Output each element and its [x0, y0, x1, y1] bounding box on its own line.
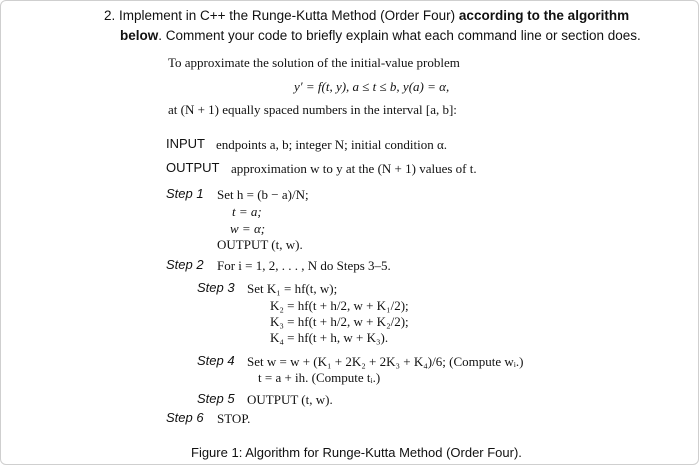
question-line-2	[120, 27, 641, 45]
algorithm-interval: at (N + 1) equally spaced numbers in the interval [a, b]:	[168, 102, 457, 117]
step-5-line: OUTPUT (t, w).	[247, 392, 333, 407]
step-2-label: Step 2	[166, 257, 204, 272]
step-3-line: K₄ = hf(t + h, w + K₃).	[270, 330, 389, 345]
step-3-line: K₂ = hf(t + h/2, w + K₁/2);	[270, 298, 409, 313]
question-bold-2: below	[120, 28, 159, 43]
question-bold-1: according to the algorithm	[458, 8, 630, 23]
step-1-line: OUTPUT (t, w).	[217, 237, 303, 252]
step-5-label: Step 5	[197, 391, 235, 406]
step-3-line: Set K₁ = hf(t, w);	[247, 281, 338, 296]
figure-caption: Figure 1: Algorithm for Runge-Kutta Method (Order Four).	[191, 445, 522, 460]
question-prefix: 2. Implement in C++ the Runge-Kutta Method (Order Four)	[104, 8, 459, 23]
step-3-label: Step 3	[197, 280, 235, 295]
question-rest: . Comment your code to briefly explain what each command line or section does.	[158, 28, 641, 43]
input-label: INPUT	[166, 136, 205, 151]
step-1-line: w = α;	[230, 221, 266, 236]
algorithm-intro: To approximate the solution of the initial-value problem	[168, 55, 460, 70]
step-1-line: t = a;	[232, 204, 262, 219]
step-1-label: Step 1	[166, 186, 204, 201]
step-6-line: STOP.	[217, 411, 251, 426]
step-6-label: Step 6	[166, 410, 204, 425]
step-2-line: For i = 1, 2, . . . , N do Steps 3–5.	[217, 258, 391, 273]
step-3-line: K₃ = hf(t + h/2, w + K₂/2);	[270, 314, 409, 329]
input-text: endpoints a, b; integer N; initial condition α.	[216, 137, 448, 152]
step-1-line: Set h = (b − a)/N;	[217, 187, 309, 202]
step-4-label: Step 4	[197, 353, 235, 368]
step-4-line: t = a + ih. (Compute tᵢ.)	[258, 370, 381, 385]
question-line-1	[104, 7, 629, 25]
step-4-line: Set w = w + (K₁ + 2K₂ + 2K₃ + K₄)/6; (Compute wᵢ.)	[247, 354, 524, 369]
output-label: OUTPUT	[166, 160, 220, 175]
algorithm-equation: y′ = f(t, y), a ≤ t ≤ b, y(a) = α,	[294, 79, 450, 94]
output-text: approximation w to y at the (N + 1) values of t.	[231, 161, 477, 176]
